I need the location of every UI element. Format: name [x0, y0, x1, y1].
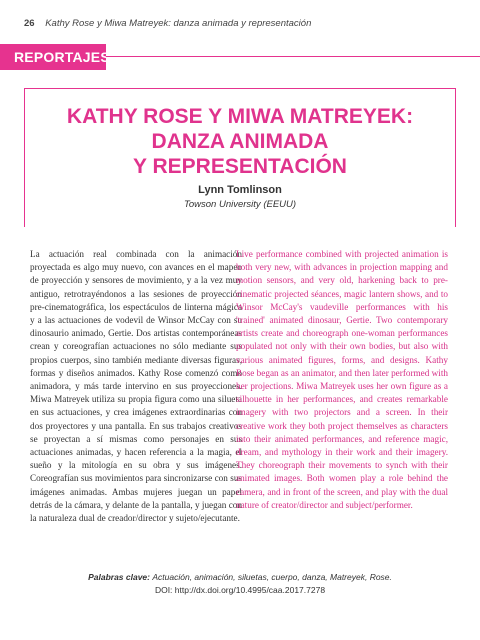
title-line-2: DANZA ANIMADA: [151, 130, 329, 153]
doi-line: DOI: http://dx.doi.org/10.4995/caa.2017.7278: [154, 585, 326, 595]
title-line-1: KATHY ROSE Y MIWA MATREYEK:: [66, 105, 414, 128]
title-line-3: Y REPRESENTACIÓN: [133, 155, 347, 178]
article-title: [24, 104, 456, 179]
keywords-label: Palabras clave:: [88, 572, 150, 582]
section-divider: [106, 56, 480, 57]
abstract-spanish: La actuación real combinada con la animación proyectada es algo muy nuevo, con avances en el mapeo de proyección y sensores de movimiento, y a la vez muy antiguo, retrotrayéndonos a las sesiones de proyección pre-cinematográfica, los espectáculos de linterna mágica y a las actuaciones de vodevil de Winsor McCay con su dinosaurio animado, Gertie. Dos artistas contemporáneas crean y coreografían actuaciones no sólo mediante sus propios cuerpos, sino también mediante diversas figuras, formas y diseños animados. Kathy Rose comenzó como animadora, y más tarde intervino en sus proyecciones. Miwa Matreyek utiliza su propia figura como una silueta en sus actuaciones, y crea imágenes extraordinarias con dos proyectores y una pantalla. En sus trabajos creativos se proyectan a sí mismas como personajes en sus actuaciones animadas, y hacen referencia a la magia, el sueño y la mitología en su obra y sus imágenes. Coreografían sus movimientos para sincronizarse con sus imágenes animadas. Ambas mujeres juegan un papel detrás de la cámara, y delante de la pantalla, y juegan con la naturaleza dual de creador/director y sujeto/ejecutante.: [30, 249, 242, 524]
section-label: REPORTAJES: [0, 44, 106, 70]
keywords-line: [24, 572, 456, 582]
running-title: Kathy Rose y Miwa Matreyek: danza animada y representación: [45, 18, 312, 29]
running-header: [24, 18, 464, 29]
abstract-english: Live performance combined with projected animation is both very new, with advances in projection mapping and motion sensors, and very old, harkening back to pre-cinematic projected séances, magic lantern shows, and to Winsor McCay's vaudeville performances with his 'trained' animated dinosaur, Gertie. Two contemporary artists create and choreograph one-woman performances populated not only with their own bodies, but also with various animated figures, forms, and designs. Kathy Rose began as an animator, and then later performed with her projections. Miwa Matreyek uses her own figure as a silhouette in her performances, and creates remarkable imagery with two projectors and a screen. In their creative work they both project themselves as characters into their animated performances, and reference magic, dream, and mythology in their work and their imagery. They choreograph their movements to synch with their animated images. Both women play a role behind the camera, and in front of the screen, and play with the dual nature of creator/director and subject/performer.: [236, 249, 448, 510]
author-affiliation: Towson University (EEUU): [183, 199, 297, 210]
author-name: Lynn Tomlinson: [198, 184, 282, 196]
keywords-text: Actuación, animación, siluetas, cuerpo, danza, Matreyek, Rose.: [152, 572, 392, 582]
page-number: 26: [24, 18, 35, 29]
